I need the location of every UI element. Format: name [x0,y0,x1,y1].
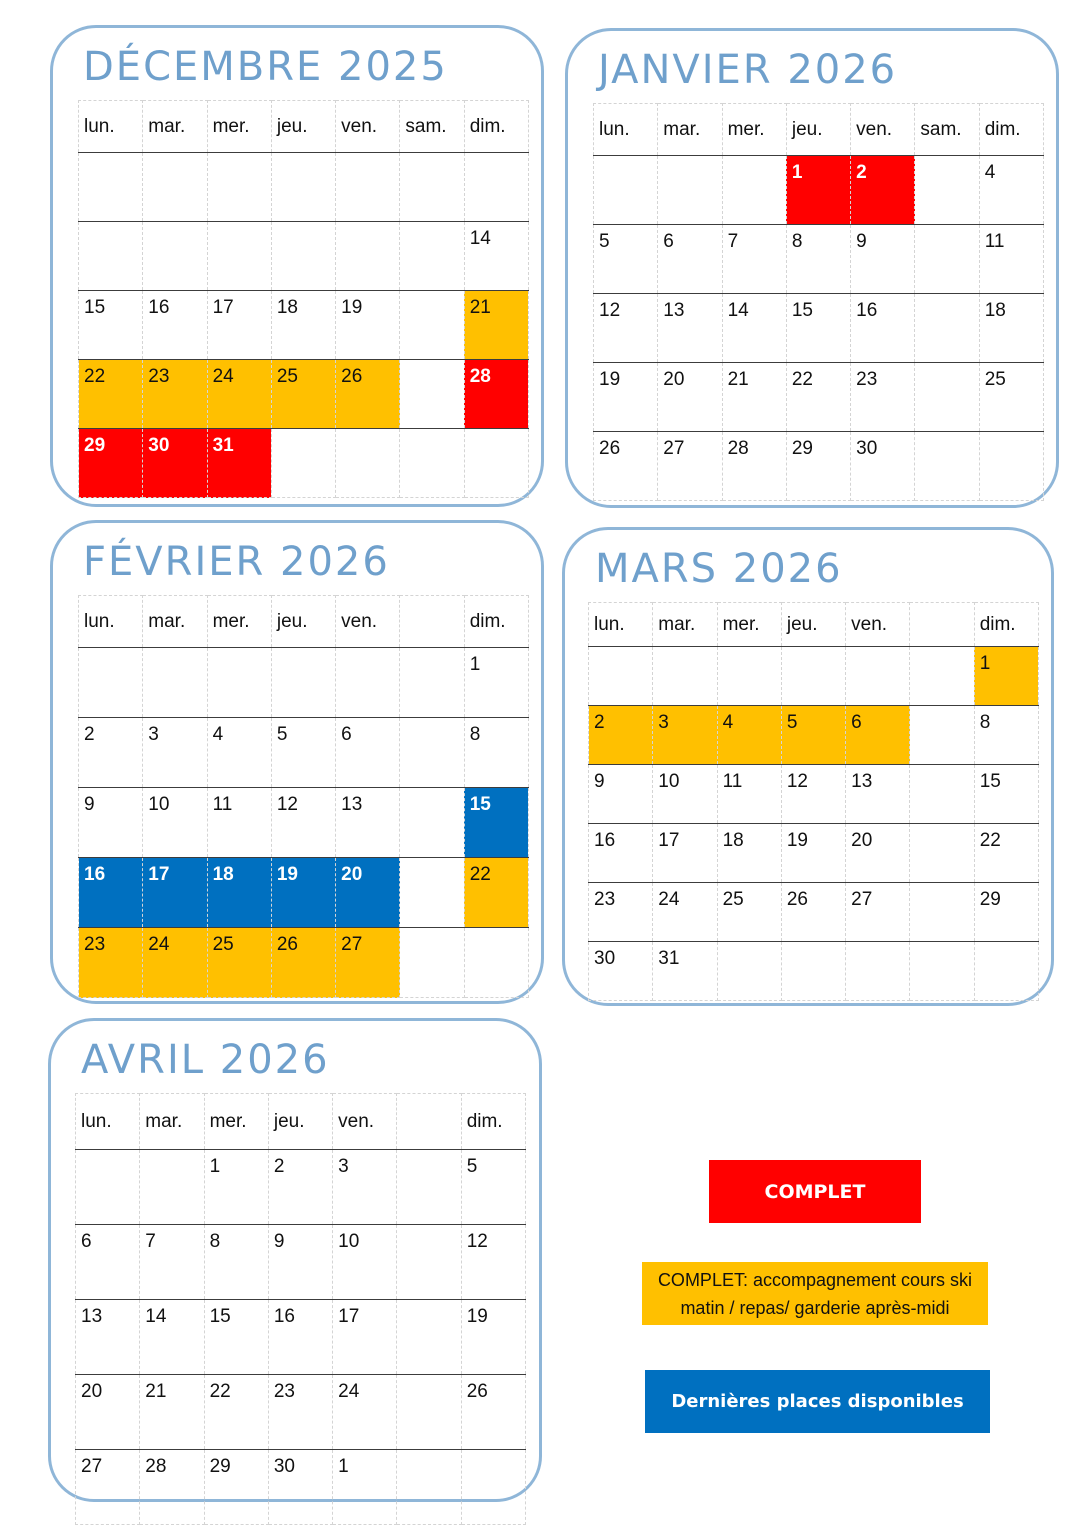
day-cell: 15 [464,788,528,858]
day-cell: 25 [207,928,271,998]
day-cell: 10 [143,788,207,858]
day-cell: 21 [722,363,786,432]
day-cell [140,1150,204,1225]
month-title: MARS 2026 [595,546,843,592]
day-cell: 2 [268,1150,332,1225]
day-cell: 30 [851,432,915,501]
week-row [594,432,1044,501]
day-cell [271,648,335,718]
day-cell: 6 [336,718,400,788]
day-cell: 6 [76,1225,140,1300]
day-cell [400,718,464,788]
day-cell: 16 [268,1300,332,1375]
week-row [76,1300,526,1375]
weekday-header: ven. [336,101,400,153]
legend-complet-activities-label: COMPLET: accompagnement cours ski matin / repas/ garderie après-midi [657,1269,973,1318]
day-cell: 13 [658,294,722,363]
day-cell: 6 [658,225,722,294]
day-cell: 2 [589,706,653,765]
day-cell: 13 [76,1300,140,1375]
day-cell: 11 [717,765,781,824]
weekday-header-row [79,596,529,648]
day-cell: 30 [268,1450,332,1525]
week-row [76,1450,526,1525]
day-cell: 5 [461,1150,525,1225]
weekday-header: mar. [140,1094,204,1150]
day-cell [464,429,528,498]
weekday-header-row [594,104,1044,156]
month-grid [588,602,1039,1001]
day-cell: 7 [722,225,786,294]
day-cell: 4 [979,156,1043,225]
day-cell [336,648,400,718]
month-grid [75,1093,526,1525]
month-title: AVRIL 2026 [81,1037,330,1083]
day-cell: 1 [464,648,528,718]
weekday-header: lun. [589,603,653,647]
day-cell [336,222,400,291]
day-cell [781,647,845,706]
week-row [594,363,1044,432]
day-cell [979,432,1043,501]
day-cell: 8 [464,718,528,788]
day-cell: 24 [207,360,271,429]
day-cell: 26 [594,432,658,501]
day-cell: 9 [589,765,653,824]
day-cell [910,706,974,765]
weekday-header: jeu. [786,104,850,156]
day-cell: 1 [204,1150,268,1225]
day-cell: 4 [717,706,781,765]
day-cell: 17 [653,824,717,883]
day-cell: 14 [140,1300,204,1375]
week-row [79,291,529,360]
day-cell [397,1375,461,1450]
day-cell [915,156,979,225]
day-cell [400,291,464,360]
week-row [594,294,1044,363]
day-cell [974,942,1038,1001]
legend-complet [709,1160,921,1223]
day-cell [464,153,528,222]
day-cell: 2 [79,718,143,788]
day-cell [76,1150,140,1225]
weekday-header: mer. [722,104,786,156]
day-cell: 31 [207,429,271,498]
day-cell [653,647,717,706]
day-cell: 22 [79,360,143,429]
day-cell [400,788,464,858]
day-cell [846,647,910,706]
day-cell: 28 [464,360,528,429]
calendar-card-march-2026 [562,527,1054,1006]
week-row [589,706,1039,765]
day-cell: 15 [204,1300,268,1375]
week-row [594,225,1044,294]
day-cell: 27 [336,928,400,998]
day-cell: 26 [461,1375,525,1450]
month-title: DÉCEMBRE 2025 [83,44,448,90]
day-cell [589,647,653,706]
day-cell [717,942,781,1001]
day-cell: 26 [271,928,335,998]
legend-complet-label: COMPLET [764,1180,866,1203]
month-title: JANVIER 2026 [598,47,898,93]
day-cell: 15 [79,291,143,360]
week-row [594,156,1044,225]
day-cell: 17 [333,1300,397,1375]
day-cell: 2 [851,156,915,225]
day-cell: 19 [461,1300,525,1375]
day-cell [400,360,464,429]
day-cell [79,153,143,222]
weekday-header [400,596,464,648]
day-cell: 25 [717,883,781,942]
weekday-header: lun. [79,596,143,648]
day-cell: 18 [979,294,1043,363]
day-cell: 20 [846,824,910,883]
day-cell: 9 [851,225,915,294]
day-cell: 20 [76,1375,140,1450]
day-cell: 14 [722,294,786,363]
day-cell: 7 [140,1225,204,1300]
week-row [79,648,529,718]
day-cell: 31 [653,942,717,1001]
day-cell: 20 [336,858,400,928]
day-cell [658,156,722,225]
day-cell [79,222,143,291]
day-cell [400,429,464,498]
day-cell [910,765,974,824]
day-cell [910,883,974,942]
day-cell [594,156,658,225]
day-cell: 3 [653,706,717,765]
day-cell: 16 [143,291,207,360]
weekday-header [910,603,974,647]
day-cell: 1 [333,1450,397,1525]
day-cell [910,824,974,883]
day-cell: 8 [204,1225,268,1300]
day-cell [910,647,974,706]
day-cell: 29 [974,883,1038,942]
legend-last-places-label: Dernières places disponibles [671,1391,964,1412]
day-cell: 3 [143,718,207,788]
day-cell: 6 [846,706,910,765]
month-grid [593,103,1044,501]
day-cell [915,363,979,432]
weekday-header: mer. [204,1094,268,1150]
week-row [79,429,529,498]
day-cell [271,222,335,291]
day-cell: 27 [846,883,910,942]
weekday-header: dim. [464,596,528,648]
calendar-card-april-2026 [48,1018,542,1502]
month-grid [78,595,529,998]
day-cell [915,225,979,294]
day-cell [207,648,271,718]
day-cell: 30 [143,429,207,498]
day-cell: 23 [851,363,915,432]
day-cell: 16 [79,858,143,928]
day-cell [400,648,464,718]
day-cell [400,858,464,928]
day-cell: 29 [786,432,850,501]
week-row [79,360,529,429]
weekday-header: mar. [658,104,722,156]
week-row [79,928,529,998]
week-row [79,788,529,858]
day-cell [781,942,845,1001]
day-cell [271,429,335,498]
day-cell [461,1450,525,1525]
weekday-header: jeu. [271,596,335,648]
week-row [589,824,1039,883]
week-row [589,647,1039,706]
month-title: FÉVRIER 2026 [83,539,390,585]
day-cell: 11 [207,788,271,858]
day-cell: 21 [140,1375,204,1450]
day-cell [400,222,464,291]
weekday-header: lun. [79,101,143,153]
day-cell [910,942,974,1001]
weekday-header: mar. [653,603,717,647]
week-row [76,1225,526,1300]
month-grid [78,100,529,498]
week-row [79,858,529,928]
day-cell: 9 [268,1225,332,1300]
day-cell: 10 [333,1225,397,1300]
day-cell [400,153,464,222]
day-cell: 20 [658,363,722,432]
week-row [589,883,1039,942]
day-cell: 3 [333,1150,397,1225]
day-cell [397,1225,461,1300]
day-cell: 9 [79,788,143,858]
day-cell: 30 [589,942,653,1001]
day-cell [915,294,979,363]
weekday-header: mar. [143,101,207,153]
week-row [76,1150,526,1225]
day-cell: 25 [979,363,1043,432]
week-row [79,718,529,788]
week-row [76,1375,526,1450]
day-cell: 19 [594,363,658,432]
day-cell [915,432,979,501]
calendar-card-december-2025 [50,25,544,507]
week-row [79,222,529,291]
day-cell: 23 [143,360,207,429]
day-cell: 1 [974,647,1038,706]
day-cell: 19 [336,291,400,360]
day-cell [207,222,271,291]
day-cell: 26 [336,360,400,429]
weekday-header: ven. [333,1094,397,1150]
week-row [79,153,529,222]
day-cell: 12 [594,294,658,363]
day-cell: 5 [594,225,658,294]
day-cell: 25 [271,360,335,429]
day-cell [400,928,464,998]
legend-last-places [645,1370,990,1433]
weekday-header-row [79,101,529,153]
weekday-header: mer. [207,596,271,648]
weekday-header-row [76,1094,526,1150]
day-cell [143,153,207,222]
weekday-header: jeu. [781,603,845,647]
day-cell [717,647,781,706]
day-cell: 18 [207,858,271,928]
calendar-card-january-2026 [565,28,1059,508]
day-cell: 24 [653,883,717,942]
day-cell [79,648,143,718]
weekday-header: sam. [915,104,979,156]
day-cell: 16 [851,294,915,363]
day-cell: 16 [589,824,653,883]
day-cell: 28 [140,1450,204,1525]
day-cell: 28 [722,432,786,501]
day-cell: 4 [207,718,271,788]
calendar-card-february-2026 [50,520,544,1004]
week-row [589,942,1039,1001]
weekday-header: dim. [461,1094,525,1150]
week-row [589,765,1039,824]
day-cell: 13 [336,788,400,858]
day-cell: 18 [717,824,781,883]
day-cell [143,648,207,718]
day-cell: 5 [781,706,845,765]
day-cell: 15 [974,765,1038,824]
day-cell: 12 [781,765,845,824]
day-cell [336,153,400,222]
day-cell: 23 [79,928,143,998]
weekday-header: mer. [717,603,781,647]
weekday-header: dim. [464,101,528,153]
legend-complet-activities [642,1262,988,1325]
day-cell: 12 [461,1225,525,1300]
day-cell: 8 [974,706,1038,765]
weekday-header: lun. [76,1094,140,1150]
day-cell: 29 [79,429,143,498]
day-cell: 23 [589,883,653,942]
day-cell: 1 [786,156,850,225]
day-cell: 24 [143,928,207,998]
day-cell: 27 [658,432,722,501]
day-cell: 24 [333,1375,397,1450]
day-cell: 29 [204,1450,268,1525]
day-cell [464,928,528,998]
weekday-header: sam. [400,101,464,153]
weekday-header: dim. [979,104,1043,156]
day-cell [846,942,910,1001]
day-cell [397,1300,461,1375]
weekday-header [397,1094,461,1150]
day-cell [143,222,207,291]
weekday-header-row [589,603,1039,647]
day-cell: 21 [464,291,528,360]
day-cell: 18 [271,291,335,360]
day-cell [207,153,271,222]
day-cell: 23 [268,1375,332,1450]
day-cell: 22 [786,363,850,432]
day-cell: 27 [76,1450,140,1525]
day-cell [271,153,335,222]
day-cell [397,1150,461,1225]
day-cell: 12 [271,788,335,858]
day-cell: 19 [271,858,335,928]
weekday-header: mer. [207,101,271,153]
day-cell: 15 [786,294,850,363]
day-cell: 13 [846,765,910,824]
day-cell: 26 [781,883,845,942]
day-cell: 22 [204,1375,268,1450]
day-cell: 10 [653,765,717,824]
weekday-header: ven. [851,104,915,156]
day-cell: 17 [143,858,207,928]
weekday-header: ven. [336,596,400,648]
day-cell: 19 [781,824,845,883]
weekday-header: jeu. [268,1094,332,1150]
weekday-header: jeu. [271,101,335,153]
day-cell [336,429,400,498]
day-cell [722,156,786,225]
weekday-header: lun. [594,104,658,156]
day-cell: 17 [207,291,271,360]
day-cell: 8 [786,225,850,294]
weekday-header: mar. [143,596,207,648]
day-cell: 11 [979,225,1043,294]
day-cell [397,1450,461,1525]
day-cell: 5 [271,718,335,788]
weekday-header: dim. [974,603,1038,647]
weekday-header: ven. [846,603,910,647]
day-cell: 22 [974,824,1038,883]
day-cell: 14 [464,222,528,291]
day-cell: 22 [464,858,528,928]
